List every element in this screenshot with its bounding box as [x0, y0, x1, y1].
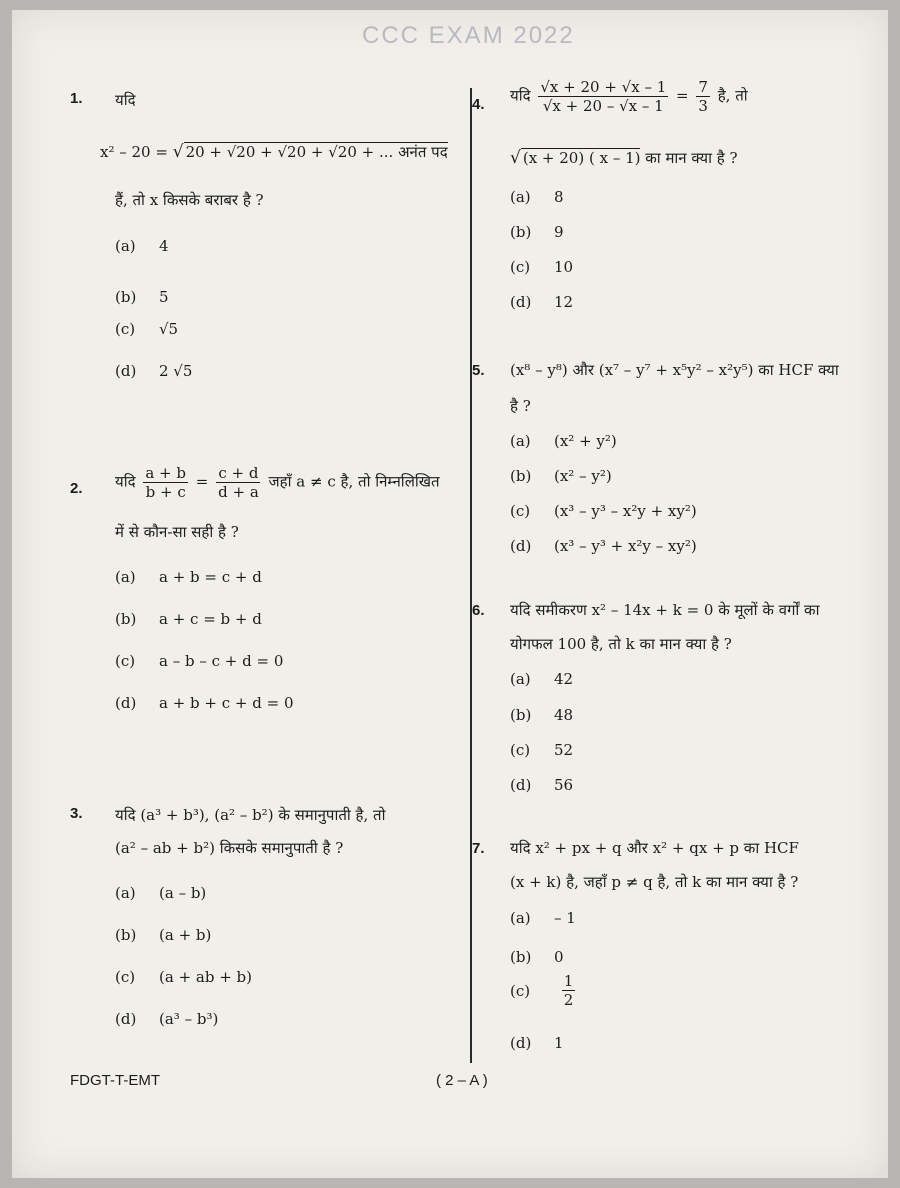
question-4-number: 4. — [472, 96, 485, 113]
question-6-option-d: (d) 56 — [510, 776, 574, 794]
question-3-option-c: (c) (a + ab + b) — [115, 968, 253, 986]
question-4-fraction: $\frac{√x + 20 + √x - 1}{√x + 20 - √x - 1}$ — [540, 78, 667, 115]
question-1-tail: हैं, तो x किसके बराबर है ? — [115, 191, 264, 209]
question-1-eq-left: x² – 20 = — [100, 143, 168, 161]
question-3-number: 3. — [70, 805, 83, 822]
page-number: ( 2 – A ) — [436, 1072, 488, 1089]
question-4-line2: √ (x + 20) ( x – 1) का मान क्या है ? — [510, 148, 738, 168]
question-3-line2: (a² – ab + b²) किसके समानुपाती है ? — [115, 839, 344, 857]
question-1-option-c: (c) √5 — [115, 320, 179, 338]
question-7-option-c: (c) $\frac{1}{2}$ — [510, 972, 574, 1009]
exam-page — [12, 10, 888, 1178]
question-7-option-b: (b) 0 — [510, 948, 564, 966]
question-1-eq-right: 20 + √20 + √20 + √20 + ... अनंत पद — [185, 143, 448, 161]
question-3-option-d: (d) (a³ – b³) — [115, 1010, 219, 1028]
question-6-line1: यदि समीकरण x² – 14x + k = 0 के मूलों के वर्गों का — [510, 601, 820, 619]
question-6-option-a: (a) 42 — [510, 670, 574, 688]
question-7-number: 7. — [472, 840, 485, 857]
question-1-option-d: (d) 2 √5 — [115, 362, 193, 380]
question-2-option-b: (b) a + c = b + d — [115, 610, 262, 628]
question-4-option-c: (c) 10 — [510, 258, 574, 276]
question-6-line2: योगफल 100 है, तो k का मान क्या है ? — [510, 635, 732, 653]
question-4-line1: यदि $\frac{√x + 20 + √x - 1}{√x + 20 - √x - 1}$ = $\frac{7}{3}$ है, तो — [510, 78, 748, 115]
column-divider — [470, 88, 472, 1063]
watermark-stamp: CCC EXAM 2022 — [362, 22, 575, 49]
question-4-option-b: (b) 9 — [510, 223, 564, 241]
question-5-line1: (x⁸ – y⁸) और (x⁷ – y⁷ + x⁵y² – x²y⁵) का HCF क्या — [510, 361, 839, 379]
question-6-option-c: (c) 52 — [510, 741, 574, 759]
question-7-option-a: (a) – 1 — [510, 909, 576, 927]
question-2-tail: में से कौन-सा सही है ? — [115, 523, 239, 541]
question-7-line2: (x + k) है, जहाँ p ≠ q है, तो k का मान क्या है ? — [510, 873, 799, 891]
question-7-line1: यदि x² + px + q और x² + qx + p का HCF — [510, 839, 799, 857]
question-2-fraction-1: $\frac{a + b}{b + c}$ — [145, 464, 186, 501]
question-4-option-d: (d) 12 — [510, 293, 574, 311]
question-5-option-a: (a) (x² + y²) — [510, 432, 617, 450]
question-5-option-d: (d) (x³ – y³ + x²y – xy²) — [510, 537, 697, 555]
question-1-option-a: (a) 4 — [115, 237, 169, 255]
question-4-option-a: (a) 8 — [510, 188, 564, 206]
question-2-fraction-2: $\frac{c + d}{d + a}$ — [218, 464, 259, 501]
question-3-line1: यदि (a³ + b³), (a² – b²) के समानुपाती है, तो — [115, 806, 386, 824]
question-1-equation: x² – 20 = √ 20 + √20 + √20 + √20 + ... अनंत पद — [100, 142, 448, 162]
question-1-number: 1. — [70, 90, 83, 107]
question-2-number: 2. — [70, 480, 83, 497]
question-3-option-b: (b) (a + b) — [115, 926, 212, 944]
question-2-option-c: (c) a – b – c + d = 0 — [115, 652, 284, 670]
question-5-line2: है ? — [510, 397, 531, 415]
question-6-option-b: (b) 48 — [510, 706, 574, 724]
question-5-option-b: (b) (x² – y²) — [510, 467, 612, 485]
question-3-option-a: (a) (a – b) — [115, 884, 207, 902]
question-4-ratio: $\frac{7}{3}$ — [698, 78, 708, 115]
question-6-number: 6. — [472, 602, 485, 619]
question-2-line1: यदि $\frac{a + b}{b + c}$ = $\frac{c + d}{d + a}$ जहाँ a ≠ c है, तो निम्नलिखित — [115, 464, 440, 501]
question-2-option-d: (d) a + b + c + d = 0 — [115, 694, 294, 712]
question-2-option-a: (a) a + b = c + d — [115, 568, 262, 586]
question-1-intro: यदि — [115, 91, 136, 109]
question-5-number: 5. — [472, 362, 485, 379]
question-7-option-c-fraction: $\frac{1}{2}$ — [563, 972, 574, 1009]
paper-code: FDGT-T-EMT — [70, 1072, 160, 1089]
question-1-option-b: (b) 5 — [115, 288, 169, 306]
question-5-option-c: (c) (x³ – y³ – x²y + xy²) — [510, 502, 697, 520]
question-7-option-d: (d) 1 — [510, 1034, 564, 1052]
